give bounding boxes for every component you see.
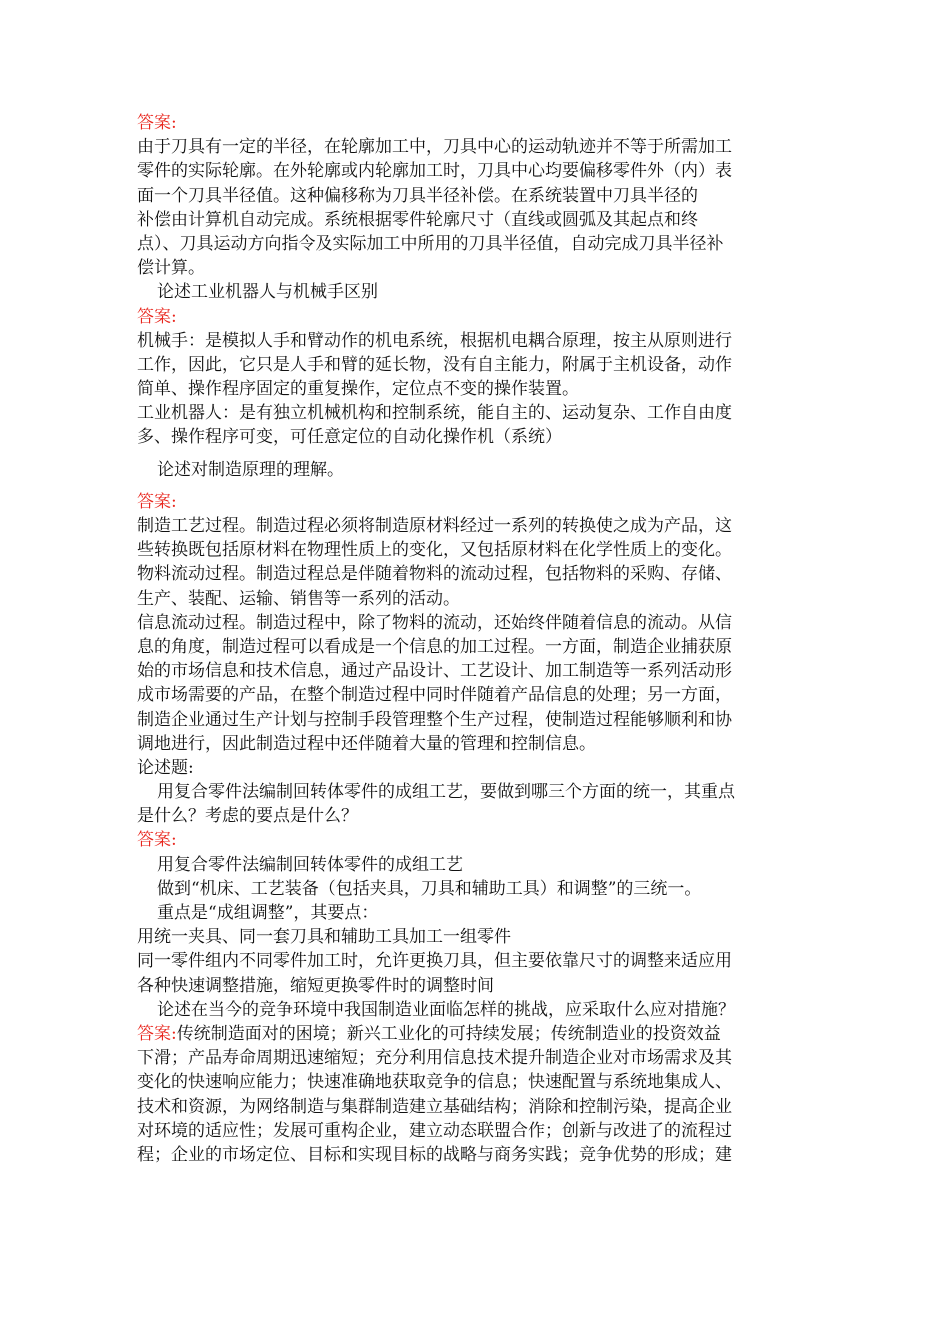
text-line: 工业机器人：是有独立机械机构和控制系统，能自主的、运动复杂、工作自由度 bbox=[137, 403, 732, 424]
answer-label: 答案: bbox=[137, 830, 177, 851]
text-line: 制造工艺过程。制造过程必须将制造原材料经过一系列的转换使之成为产品，这 bbox=[137, 516, 732, 536]
text-line: 变化的快速响应能力；快速准确地获取竞争的信息；快速配置与系统地集成人、 bbox=[137, 1072, 732, 1093]
text-line: 简单、操作程序固定的重复操作，定位点不变的操作装置。 bbox=[137, 379, 579, 400]
text-line: 制造企业通过生产计划与控制手段管理整个生产过程，使制造过程能够顺利和协 bbox=[137, 709, 732, 730]
text-line: 信息流动过程。制造过程中，除了物料的流动，还始终伴随着信息的流动。从信 bbox=[137, 612, 732, 633]
text-line: 技术和资源，为网络制造与集群制造建立基础结构；消除和控制污染，提高企业 bbox=[137, 1096, 732, 1117]
text-line: 息的角度，制造过程可以看成是一个信息的加工过程。一方面，制造企业捕获原 bbox=[137, 636, 732, 657]
answer-text: 传统制造面对的困境；新兴工业化的可持续发展；传统制造业的投资效益 bbox=[176, 1023, 721, 1044]
question-line: 做到“机床、工艺装备（包括夹具，刀具和辅助工具）和调整”的三统一。 bbox=[157, 878, 702, 899]
text-line: 是什么？考虑的要点是什么？ bbox=[137, 806, 358, 827]
question-line: 论述在当今的竞争环境中我国制造业面临怎样的挑战，应采取什么应对措施？ bbox=[157, 999, 735, 1020]
answer-label: 答案: bbox=[137, 491, 177, 512]
answer-label: 答案: bbox=[137, 113, 177, 133]
text-line: 多、操作程序可变，可任意定位的自动化操作机（系统） bbox=[137, 427, 562, 448]
text-line: 补偿由计算机自动完成。系统根据零件轮廓尺寸（直线或圆弧及其起点和终 bbox=[137, 209, 698, 230]
text-line: 机械手：是模拟人手和臂动作的机电系统，根据机电耦合原理，按主从原则进行 bbox=[137, 330, 732, 351]
text-line: 工作，因此，它只是人手和臂的延长物，没有自主能力，附属于主机设备，动作 bbox=[137, 354, 732, 375]
text-line: 程；企业的市场定位、目标和实现目标的战略与商务实践；竞争优势的形成；建 bbox=[137, 1144, 732, 1165]
answer-label: 答案: bbox=[137, 306, 177, 327]
text-line: 下滑；产品寿命周期迅速缩短；充分利用信息技术提升制造企业对市场需求及其 bbox=[137, 1048, 732, 1069]
text-line: 面一个刀具半径值。这种偏移称为刀具半径补偿。在系统装置中刀具半径的 bbox=[137, 185, 698, 206]
text-line: 论述题: bbox=[137, 757, 194, 778]
text-line: 物料流动过程。制造过程总是伴随着物料的流动过程，包括物料的采购、存储、 bbox=[137, 564, 732, 585]
question-line: 用复合零件法编制回转体零件的成组工艺，要做到哪三个方面的统一，其重点 bbox=[157, 782, 735, 803]
text-line: 偿计算。 bbox=[137, 258, 205, 279]
text-line: 各种快速调整措施，缩短更换零件时的调整时间 bbox=[137, 975, 494, 996]
question-line: 重点是“成组调整”，其要点： bbox=[157, 903, 379, 923]
text-line: 些转换既包括原材料在物理性质上的变化，又包括原材料在化学性质上的变化。 bbox=[137, 540, 732, 561]
answer-paragraph-line bbox=[137, 1022, 813, 1046]
question-line: 论述工业机器人与机械手区别 bbox=[157, 282, 378, 303]
text-line: 点）、刀具运动方向指令及实际加工中所用的刀具半径值，自动完成刀具半径补 bbox=[137, 233, 724, 254]
text-line: 零件的实际轮廓。在外轮廓或内轮廓加工时，刀具中心均要偏移零件外（内）表 bbox=[137, 161, 732, 182]
text-line: 始的市场信息和技术信息，通过产品设计、工艺设计、加工制造等一系列活动形 bbox=[137, 661, 732, 682]
text-line: 同一零件组内不同零件加工时，允许更换刀具，但主要依靠尺寸的调整来适应用 bbox=[137, 951, 732, 972]
text-line: 生产、装配、运输、销售等一系列的活动。 bbox=[137, 588, 460, 609]
text-line: 用统一夹具、同一套刀具和辅助工具加工一组零件 bbox=[137, 927, 511, 948]
text-line: 由于刀具有一定的半径，在轮廓加工中，刀具中心的运动轨迹并不等于所需加工 bbox=[137, 137, 732, 158]
question-line: 论述对制造原理的理解。 bbox=[157, 459, 344, 480]
text-line: 对环境的适应性；发展可重构企业，建立动态联盟合作；创新与改进了的流程过 bbox=[137, 1120, 732, 1141]
document-body bbox=[137, 111, 813, 1167]
text-line: 调地进行，因此制造过程中还伴随着大量的管理和控制信息。 bbox=[137, 733, 596, 754]
text-line: 成市场需要的产品，在整个制造过程中同时伴随着产品信息的处理；另一方面， bbox=[137, 685, 732, 706]
question-line: 用复合零件法编制回转体零件的成组工艺 bbox=[157, 854, 463, 875]
answer-label: 答案: bbox=[137, 1023, 177, 1044]
